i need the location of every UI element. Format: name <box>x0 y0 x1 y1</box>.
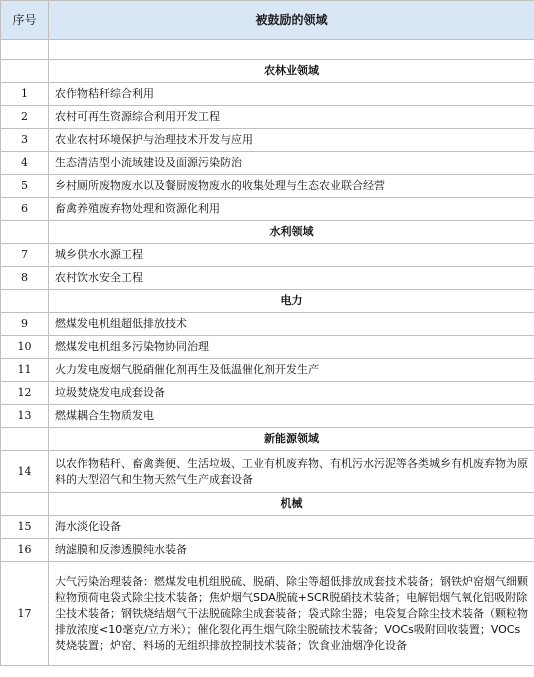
section-title: 农林业领域 <box>49 60 534 83</box>
row-number: 13 <box>1 405 49 428</box>
table-row <box>1 198 534 221</box>
row-text: 农村可再生资源综合利用开发工程 <box>49 106 534 129</box>
row-number: 8 <box>1 267 49 290</box>
section-title: 新能源领域 <box>49 428 534 451</box>
row-number: 15 <box>1 516 49 539</box>
row-text: 火力发电废烟气脱硝催化剂再生及低温催化剂开发生产 <box>49 359 534 382</box>
row-text: 纳滤膜和反渗透膜纯水装备 <box>49 539 534 562</box>
row-number: 6 <box>1 198 49 221</box>
row-text: 垃圾焚烧发电成套设备 <box>49 382 534 405</box>
row-number: 14 <box>1 451 49 493</box>
table-row <box>1 562 534 666</box>
row-number: 9 <box>1 313 49 336</box>
row-text: 农业农村环境保护与治理技术开发与应用 <box>49 129 534 152</box>
table-row <box>1 516 534 539</box>
row-text: 燃煤发电机组多污染物协同治理 <box>49 336 534 359</box>
section-row <box>1 221 534 244</box>
row-number: 4 <box>1 152 49 175</box>
table-row <box>1 129 534 152</box>
row-text: 燃煤耦合生物质发电 <box>49 405 534 428</box>
section-row <box>1 428 534 451</box>
table-row <box>1 152 534 175</box>
row-number: 5 <box>1 175 49 198</box>
row-text: 燃煤发电机组超低排放技术 <box>49 313 534 336</box>
table-row <box>1 336 534 359</box>
table-row <box>1 382 534 405</box>
table-row <box>1 175 534 198</box>
row-number: 3 <box>1 129 49 152</box>
row-text: 乡村厕所废物废水以及餐厨废物废水的收集处理与生态农业联合经营 <box>49 175 534 198</box>
section-row <box>1 290 534 313</box>
table-row <box>1 313 534 336</box>
row-text: 农作物秸秆综合利用 <box>49 83 534 106</box>
row-number: 16 <box>1 539 49 562</box>
row-number: 17 <box>1 562 49 666</box>
table-row <box>1 267 534 290</box>
section-title: 水利领域 <box>49 221 534 244</box>
row-text: 农村饮水安全工程 <box>49 267 534 290</box>
table-row <box>1 451 534 493</box>
row-number: 2 <box>1 106 49 129</box>
header-number: 序号 <box>1 1 49 40</box>
header-title: 被鼓励的领域 <box>49 1 534 40</box>
row-number: 7 <box>1 244 49 267</box>
row-text: 生态清洁型小流域建设及面源污染防治 <box>49 152 534 175</box>
table-row <box>1 539 534 562</box>
section-row <box>1 493 534 516</box>
row-number: 11 <box>1 359 49 382</box>
section-row <box>1 60 534 83</box>
row-text: 城乡供水水源工程 <box>49 244 534 267</box>
table-row <box>1 83 534 106</box>
table-row <box>1 106 534 129</box>
row-text: 畜禽养殖废弃物处理和资源化利用 <box>49 198 534 221</box>
table-header-row <box>1 1 534 40</box>
row-number: 1 <box>1 83 49 106</box>
table-row <box>1 359 534 382</box>
section-title: 电力 <box>49 290 534 313</box>
row-text: 大气污染治理装备：燃煤发电机组脱硫、脱硝、除尘等超低排放成套技术装备；钢铁炉窑烟气细颗粒物预荷电袋式除尘技术装备；焦炉烟气SDA脱硫+SCR脱硝技术装备；电解铝烟气氧化铝吸附除尘技术装备；钢铁烧结烟气干法脱硫除尘成套装备；袋式除尘器；电袋复合除尘技术装备（颗粒物排放浓度<10毫克/立方米）；催化裂化再生烟气除尘脱硫技术装备；VOCs吸附回收装置；VOCs焚烧装置；炉窑、料场的无组织排放控制技术装备；饮食业油烟净化设备 <box>49 562 534 666</box>
table-row <box>1 244 534 267</box>
row-number: 10 <box>1 336 49 359</box>
section-title: 机械 <box>49 493 534 516</box>
table-row <box>1 405 534 428</box>
blank-row <box>1 40 534 60</box>
row-text: 海水淡化设备 <box>49 516 534 539</box>
row-text: 以农作物秸秆、畜禽粪便、生活垃圾、工业有机废弃物、有机污水污泥等各类城乡有机废弃物为原料的大型沼气和生物天然气生产成套设备 <box>49 451 534 493</box>
row-number: 12 <box>1 382 49 405</box>
